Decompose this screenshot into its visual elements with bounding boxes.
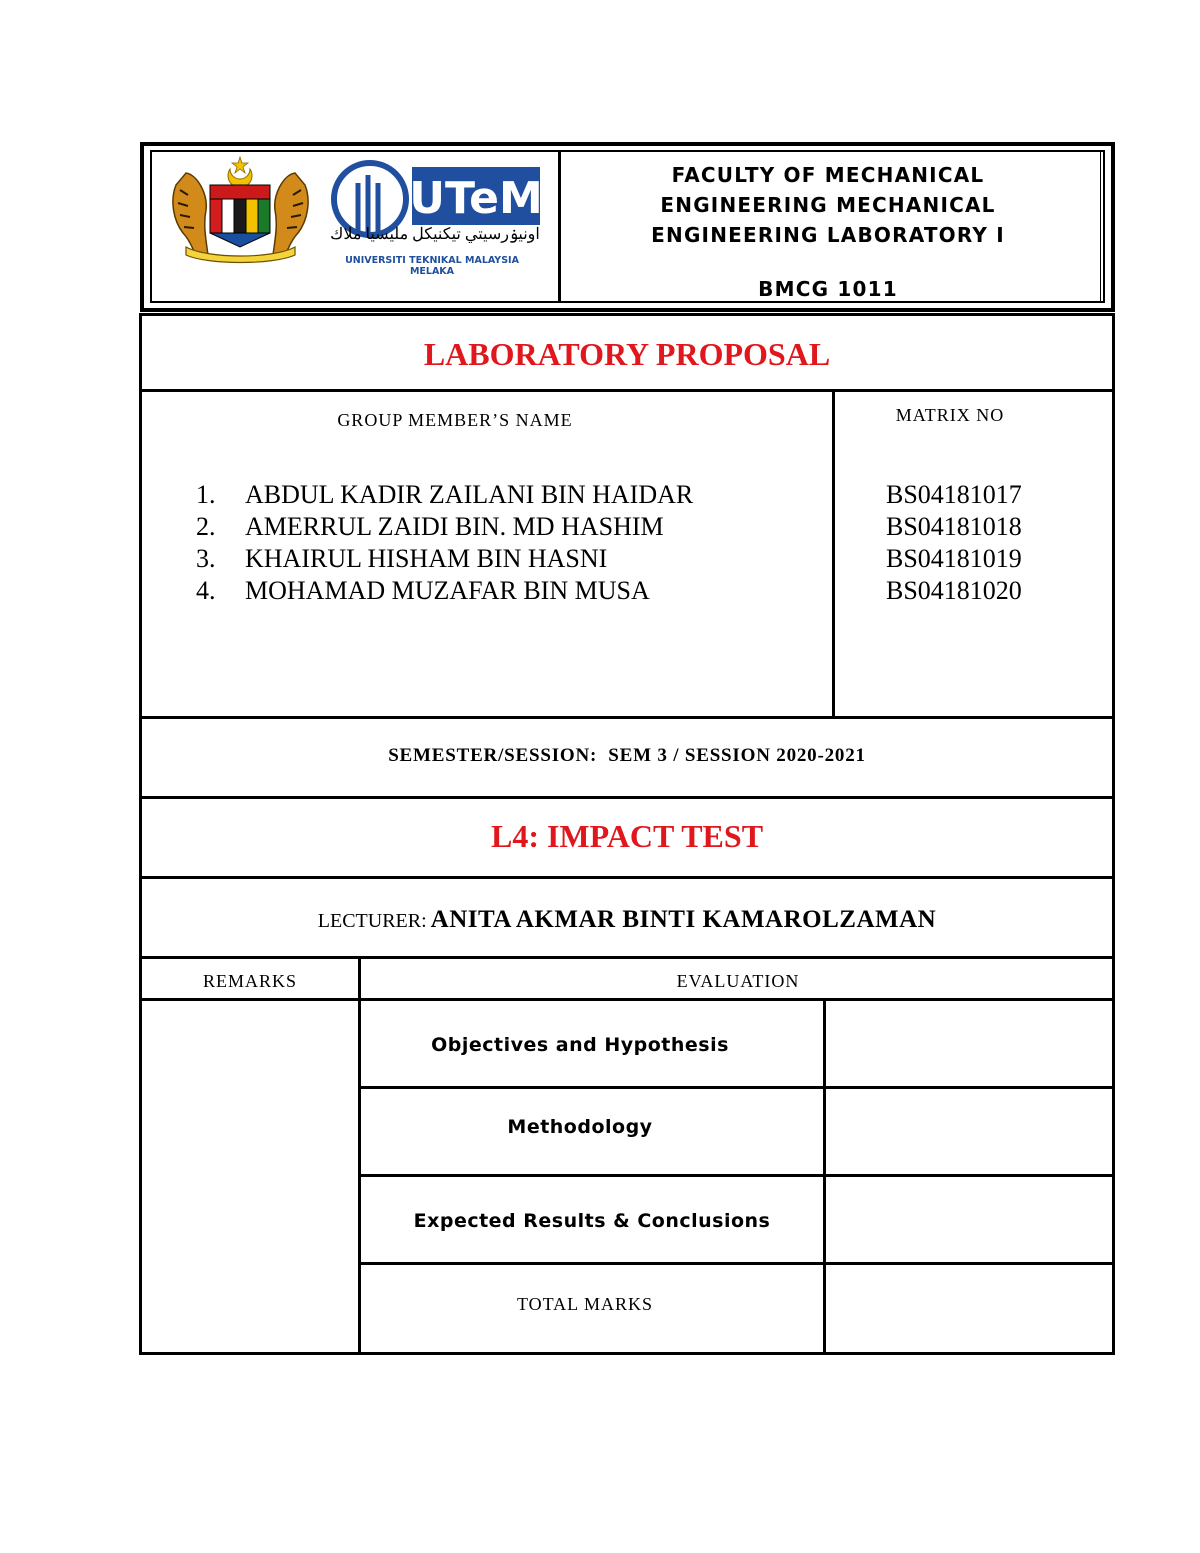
header-divider: [558, 150, 561, 303]
divider: [360, 1174, 1115, 1177]
divider: [139, 876, 1115, 879]
member-matrix: BS04181020: [886, 576, 1022, 605]
member-matrix: BS04181018: [886, 512, 1022, 541]
evaluation-row-label: Objectives and Hypothesis: [431, 1034, 729, 1056]
member-name: AMERRUL ZAIDI BIN. MD HASHIM: [245, 512, 664, 541]
divider: [360, 1262, 1115, 1265]
member-matrix: BS04181017: [886, 480, 1022, 509]
evaluation-row-label: Expected Results & Conclusions: [413, 1210, 771, 1232]
coat-of-arms-logo: [168, 155, 313, 265]
evaluation-row-label: Methodology: [507, 1116, 653, 1138]
lecturer-name: ANITA AKMAR BINTI KAMAROLZAMAN: [430, 906, 937, 933]
divider: [139, 796, 1115, 799]
lecturer-label: LECTURER:: [317, 910, 427, 932]
divider: [139, 716, 1115, 719]
course-code: BMCG 1011: [758, 277, 898, 301]
matrix-no-header: MATRIX NO: [895, 405, 1005, 425]
header-right-border: [1100, 150, 1104, 303]
member-number: 3.: [196, 544, 216, 573]
faculty-line-2: ENGINEERING MECHANICAL: [660, 193, 996, 217]
utem-logo-text: UTeM: [409, 173, 543, 224]
divider: [832, 392, 835, 717]
semester-label: SEMESTER/SESSION:: [388, 745, 598, 766]
member-name: KHAIRUL HISHAM BIN HASNI: [245, 544, 608, 573]
divider: [139, 956, 1115, 959]
group-member-name-header: GROUP MEMBER’S NAME: [337, 410, 573, 430]
evaluation-header: EVALUATION: [676, 971, 800, 991]
semester-session: [139, 745, 1115, 767]
lecturer-line: [139, 906, 1115, 934]
university-name-jawi: اونيۏرسيتي تيكنيكل مليسيا ملاك: [330, 226, 540, 243]
member-matrix: BS04181019: [886, 544, 1022, 573]
divider: [823, 1000, 826, 1354]
semester-value: SEM 3 / SESSION 2020-2021: [608, 745, 866, 766]
total-marks-label: TOTAL MARKS: [516, 1294, 654, 1314]
university-name: UNIVERSITI TEKNIKAL MALAYSIA MELAKA: [345, 255, 519, 277]
faculty-line-3: ENGINEERING LABORATORY I: [651, 223, 1005, 247]
lab-title: L4: IMPACT TEST: [490, 818, 764, 854]
proposal-title: LABORATORY PROPOSAL: [423, 336, 831, 372]
divider: [139, 998, 1115, 1001]
member-name: ABDUL KADIR ZAILANI BIN HAIDAR: [245, 480, 694, 509]
remarks-header: REMARKS: [202, 971, 298, 991]
member-number: 2.: [196, 512, 216, 541]
divider: [139, 389, 1115, 392]
member-number: 1.: [196, 480, 216, 509]
faculty-line-1: FACULTY OF MECHANICAL: [671, 163, 985, 187]
divider: [360, 1086, 1115, 1089]
member-number: 4.: [196, 576, 216, 605]
member-name: MOHAMAD MUZAFAR BIN MUSA: [245, 576, 650, 605]
